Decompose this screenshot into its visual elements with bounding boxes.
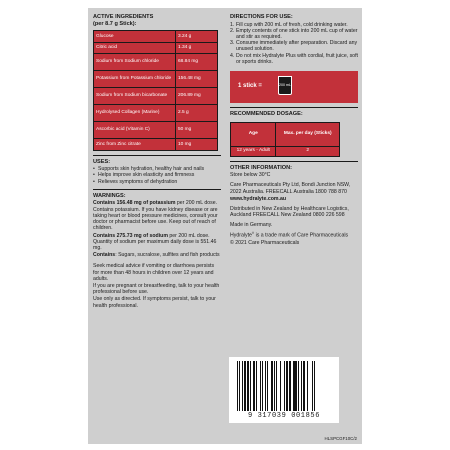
dosage-title: RECOMMENDED DOSAGE: (230, 111, 303, 118)
table-row (231, 122, 340, 146)
table-row (94, 88, 218, 105)
ingredient-name: Citric acid (94, 42, 176, 54)
storage-text: Store below 30°C (230, 172, 271, 179)
ingredients-title: ACTIVE INGREDIENTS (93, 14, 154, 20)
cup-icon (278, 76, 292, 95)
trademark-text: Hydralyte® is a trade mark of Care Pharmaceuticals (230, 230, 349, 239)
step-text: Empty contents of one stick into 200 mL cup of water and stir as required. (236, 27, 358, 40)
table-row (231, 146, 340, 156)
other-info-title: OTHER INFORMATION: (230, 164, 293, 171)
directions-list (230, 22, 358, 65)
table-row (94, 122, 218, 139)
made-in-text: Made in Germany. (230, 222, 273, 229)
barcode-number: 9 317039 001856 (247, 412, 320, 420)
ingredient-name: Potassium from Potassium chloride (94, 71, 176, 88)
potassium-warning (93, 200, 221, 231)
potassium-bold: Contains 156.48 mg of potassium (93, 200, 176, 207)
ingredients-table (93, 30, 218, 151)
copyright-text: © 2021 Care Pharmaceuticals (230, 239, 300, 246)
step-number: 2. (230, 27, 235, 34)
sodium-bold: Contains 275.73 mg of sodium (93, 232, 168, 239)
ingredient-value: 50 mg (176, 122, 218, 139)
contains-text: : Sugars, sucralose, sulfites and fish products (115, 252, 220, 259)
warnings-title: WARNINGS: (93, 192, 126, 199)
trademark-owner: is a trade mark of Care Pharmaceuticals (254, 232, 349, 239)
step-text: Fill cup with 200 mL of fresh, cold drinking water. (236, 21, 348, 28)
contains-label: Contains (93, 252, 116, 259)
directions-title: DIRECTIONS FOR USE: (230, 14, 293, 20)
cup-label: 200 mL (279, 83, 291, 88)
barcode-bars (237, 361, 331, 411)
ingredient-name: Zinc from Zinc citrate (94, 139, 176, 151)
ingredients-subtitle: (per 8.7 g Stick): (93, 20, 137, 27)
manufacturer-address: Care Pharmaceuticals Pty Ltd, Bondi Junction NSW, 2022 Australia. FREECALL Australia 1800 788 870 (230, 182, 351, 195)
website-text: www.hydralyte.com.au (230, 195, 287, 202)
table-row (94, 54, 218, 71)
ingredient-value: 3.24 g (176, 31, 218, 43)
ingredient-value: 68.84 mg (176, 54, 218, 71)
left-column (93, 14, 221, 309)
dosage-col-age: Age (231, 122, 276, 146)
ingredient-value: 1.34 g (176, 42, 218, 54)
advice-1: Seek medical advice if vomiting or diarrhoea persists for more than 48 hours in children over 12 years and adults. (93, 263, 215, 282)
right-column (230, 14, 358, 246)
stick-to-cup-panel (230, 71, 358, 103)
brand-name: Hydralyte (230, 232, 252, 239)
potassium-text: per 200 mL dose. Contains potassium. If you have kidney disease or are taking heart or blood pressure medicines, consult your doctor or pharmacist before use. Keep out of reach of children. (93, 200, 218, 232)
list-item: • Helps improve skin elasticity and firmness (93, 172, 221, 178)
step-text: Do not mix Hydralyte Plus with cordial, fruit juice, soft or sports drinks. (236, 52, 358, 65)
ingredient-value: 10 mg (176, 139, 218, 151)
divider (230, 161, 358, 162)
ingredient-value: 2.5 g (176, 105, 218, 122)
ingredient-name: Sodium from Sodium bicarbonate (94, 88, 176, 105)
sodium-warning (93, 233, 221, 252)
table-row (94, 42, 218, 54)
ingredient-name: Sodium from Sodium chloride (94, 54, 176, 71)
ingredient-name: Ascorbic acid (Vitamin C) (94, 122, 176, 139)
advice-2: If you are pregnant or breastfeeding, talk to your health professional before use. (93, 282, 220, 296)
dosage-age-value: 12 years - Adult (231, 146, 276, 156)
ingredient-name: Hydrolysed Collagen (Marine) (94, 105, 176, 122)
barcode (229, 357, 339, 423)
table-row (94, 105, 218, 122)
step-number: 4. (230, 52, 235, 59)
dosage-max-value: 2 (276, 146, 340, 156)
table-row (94, 139, 218, 151)
list-item (230, 53, 358, 65)
divider (93, 189, 221, 190)
ingredient-value: 156.48 mg (176, 71, 218, 88)
advice-3: Use only as directed. If symptoms persist, talk to your health professional. (93, 296, 216, 309)
table-row (94, 71, 218, 88)
ingredient-name: Glucose (94, 31, 176, 43)
stick-label: 1 stick = (238, 83, 262, 90)
step-number: 3. (230, 40, 235, 47)
sodium-text: per 200 mL dose. Quantity of sodium per maximum daily dose is 551.46 mg. (93, 232, 217, 251)
step-text: Consume immediately after preparation. Discard any unused solution. (236, 40, 358, 53)
product-pack-back (88, 8, 362, 444)
divider (230, 107, 358, 108)
list-item: • Supports skin hydration, healthy hair and nails (93, 166, 221, 172)
ingredient-value: 206.89 mg (176, 88, 218, 105)
list-item (230, 40, 358, 52)
uses-list (93, 166, 221, 185)
contains-warning (93, 252, 221, 258)
list-item: • Relieves symptoms of dehydration (93, 179, 221, 185)
list-item (230, 28, 358, 40)
dosage-table (230, 122, 340, 157)
pack-code: HLSPCGF10C/2 (324, 436, 357, 441)
step-number: 1. (230, 21, 235, 28)
table-row (94, 31, 218, 43)
uses-title: USES: (93, 158, 111, 165)
dosage-col-max: Max. per day (Sticks) (276, 122, 340, 146)
nz-distributor-text: Distributed in New Zealand by Healthcare Logistics, Auckland FREECALL New Zealand 0800 226 598 (230, 206, 349, 219)
divider (93, 155, 221, 156)
